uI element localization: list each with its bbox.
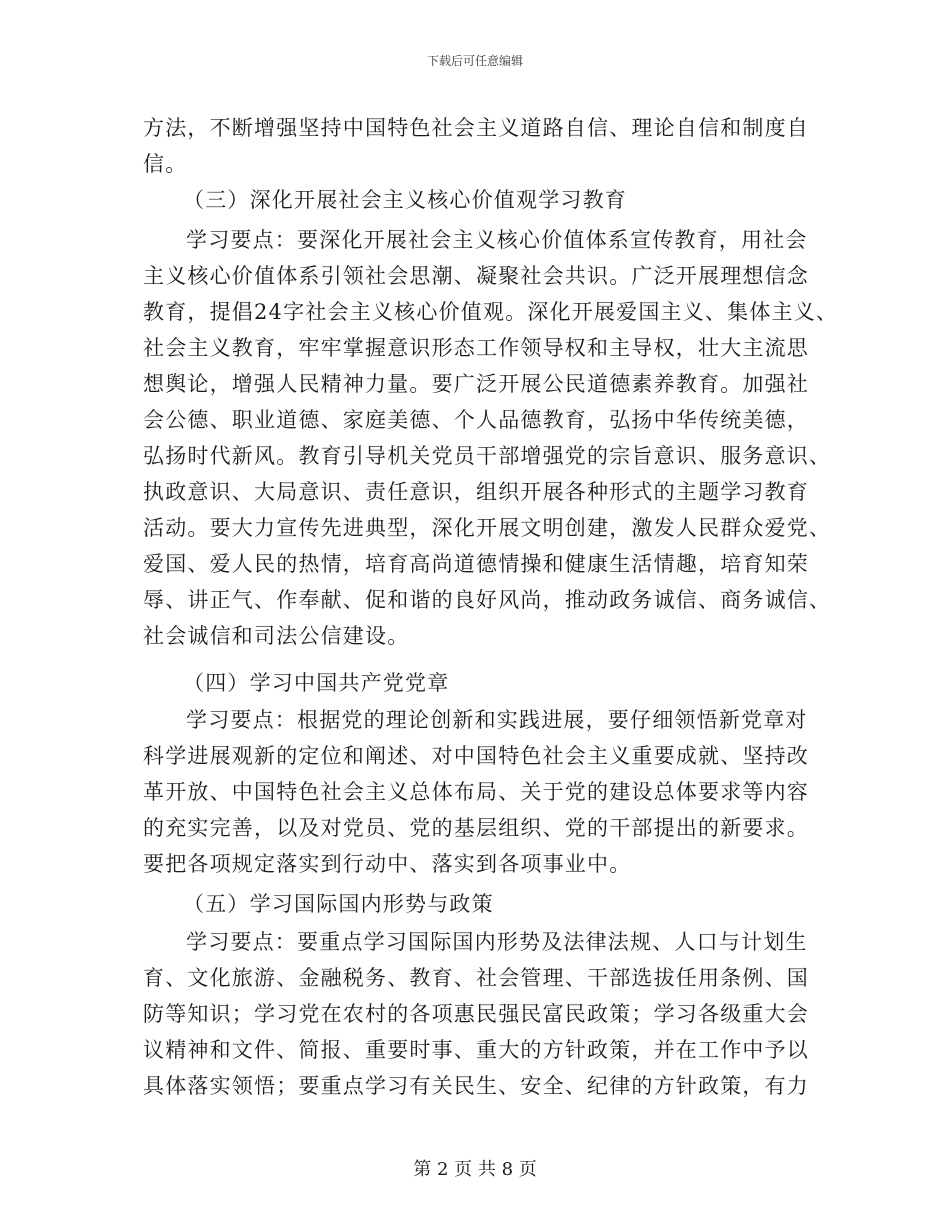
- text-line: 弘扬时代新风。教育引导机关党员干部增强党的宗旨意识、服务意识、: [143, 444, 832, 468]
- section-heading: （三）深化开展社会主义核心价值观学习教育: [183, 188, 627, 212]
- text-line: 的充实完善，以及对党员、党的基层组织、党的干部提出的新要求。: [143, 816, 809, 840]
- text-line: 要把各项规定落实到行动中、落实到各项事业中。: [143, 852, 632, 876]
- text-line: 执政意识、大局意识、责任意识，组织开展各种形式的主题学习教育: [143, 480, 809, 504]
- section-heading: （五）学习国际国内形势与政策: [183, 892, 494, 916]
- section-heading: （四）学习中国共产党党章: [183, 671, 450, 695]
- text-line: 科学进展观新的定位和阐述、对中国特色社会主义重要成就、坚持改: [143, 744, 809, 768]
- text-line: 想舆论，增强人民精神力量。要广泛开展公民道德素养教育。加强社: [143, 372, 809, 396]
- text-line: 社会诚信和司法公信建设。: [143, 624, 410, 648]
- text-line: 社会主义教育，牢牢掌握意识形态工作领导权和主导权，壮大主流思: [143, 336, 809, 360]
- page-header: 下载后可任意编辑: [426, 54, 523, 68]
- text-line: 防等知识；学习党在农村的各项惠民强民富民政策；学习各级重大会: [143, 1002, 809, 1026]
- text-line: 主义核心价值体系引领社会思潮、凝聚社会共识。广泛开展理想信念: [143, 264, 809, 288]
- text-line: 教育，提倡24字社会主义核心价值观。深化开展爱国主义、集体主义、: [143, 300, 839, 324]
- text-line: 活动。要大力宣传先进典型，深化开展文明创建，激发人民群众爱党、: [143, 516, 832, 540]
- text-line: 辱、讲正气、作奉献、促和谐的良好风尚，推动政务诚信、商务诚信、: [143, 588, 832, 612]
- text-line: 会公德、职业道德、家庭美德、个人品德教育，弘扬中华传统美德，: [143, 408, 809, 432]
- page-footer: 第 2 页 共 8 页: [413, 1159, 537, 1180]
- text-line: 学习要点：要深化开展社会主义核心价值体系宣传教育，用社会: [186, 228, 808, 252]
- text-line: 信。: [143, 152, 188, 176]
- text-line: 学习要点：根据党的理论创新和实践进展，要仔细领悟新党章对: [186, 708, 808, 732]
- text-line: 爱国、爱人民的热情，培育高尚道德情操和健康生活情趣，培育知荣: [143, 552, 809, 576]
- text-line: 议精神和文件、简报、重要时事、重大的方针政策，并在工作中予以: [143, 1038, 809, 1062]
- text-line: 具体落实领悟；要重点学习有关民生、安全、纪律的方针政策，有力: [143, 1074, 809, 1098]
- text-line: 育、文化旅游、金融税务、教育、社会管理、干部选拔任用条例、国: [143, 966, 809, 990]
- text-line: 学习要点：要重点学习国际国内形势及法律法规、人口与计划生: [186, 930, 808, 954]
- text-line: 方法，不断增强坚持中国特色社会主义道路自信、理论自信和制度自: [143, 116, 809, 140]
- text-line: 革开放、中国特色社会主义总体布局、关于党的建设总体要求等内容: [143, 780, 809, 804]
